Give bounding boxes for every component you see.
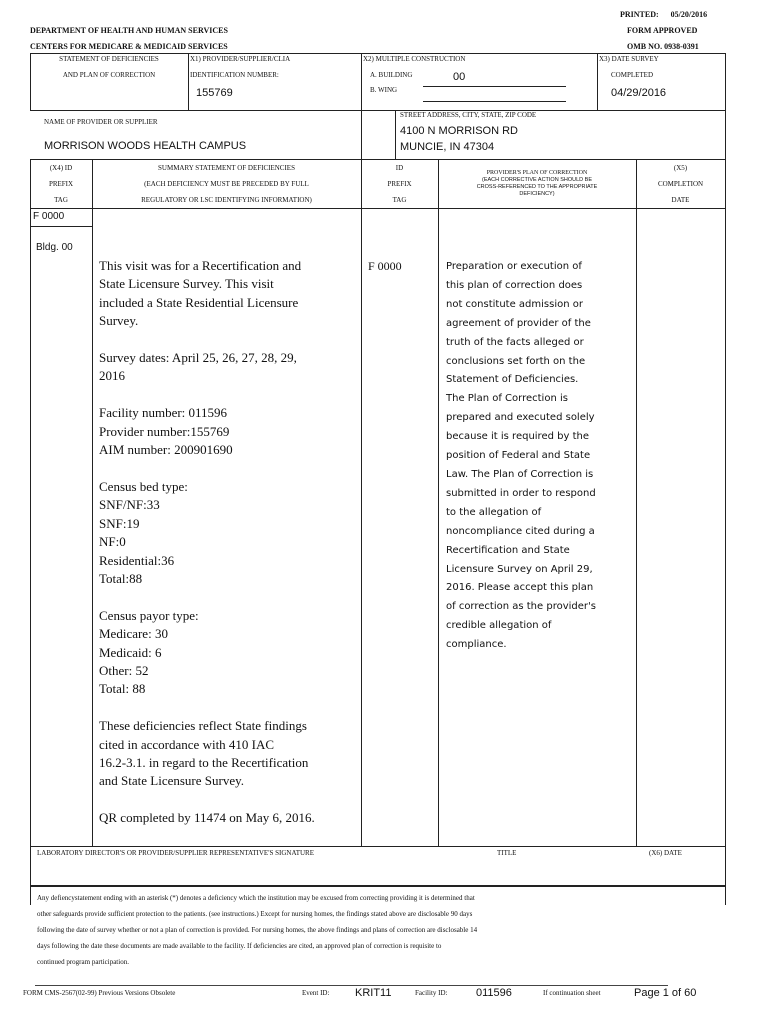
x1-label-1: X1) PROVIDER/SUPPLIER/CLIA bbox=[190, 55, 291, 63]
right-tag: F 0000 bbox=[368, 259, 402, 273]
cms-title: CENTERS FOR MEDICARE & MEDICAID SERVICES bbox=[30, 42, 228, 51]
x1-label-2: IDENTIFICATION NUMBER: bbox=[190, 71, 279, 79]
building-value: 00 bbox=[453, 71, 466, 83]
poc-header-3: CROSS-REFERENCED TO THE APPROPRIATE bbox=[476, 184, 598, 190]
x4-prefix-header: PREFIX bbox=[48, 180, 74, 188]
statement-label-2: AND PLAN OF CORRECTION bbox=[62, 71, 156, 79]
x2-label: X2) MULTIPLE CONSTRUCTION bbox=[363, 55, 466, 63]
x5-header-2: COMPLETION bbox=[657, 180, 704, 188]
continuation-label: If continuation sheet bbox=[543, 989, 601, 997]
x3-label-1: X3) DATE SURVEY bbox=[599, 55, 659, 63]
facility-id-value: 011596 bbox=[476, 987, 512, 999]
omb-number: OMB NO. 0938-0391 bbox=[627, 42, 699, 51]
title-label: TITLE bbox=[497, 849, 517, 857]
footnote-line-5: continued program participation. bbox=[37, 958, 129, 966]
x3-label-2: COMPLETED bbox=[611, 71, 653, 79]
address-label: STREET ADDRESS, CITY, STATE, ZIP CODE bbox=[400, 111, 537, 119]
x5-header-3: DATE bbox=[671, 196, 690, 204]
form-approved: FORM APPROVED bbox=[627, 26, 698, 35]
facility-id-label: Facility ID: bbox=[415, 989, 448, 997]
event-id-value: KRIT11 bbox=[355, 987, 392, 999]
address-line-2: MUNCIE, IN 47304 bbox=[400, 141, 495, 153]
x4-tag-header: TAG bbox=[54, 196, 68, 204]
summary-header-3: REGULATORY OR LSC IDENTIFYING INFORMATION) bbox=[141, 196, 312, 204]
statement-label-1: STATEMENT OF DEFICIENCIES bbox=[59, 55, 159, 63]
printed-label: PRINTED: bbox=[620, 10, 659, 19]
footnote-line-3: following the date of survey whether or not a plan of correction is provided. For nursing homes, the above findings and plans of correction are disclosable 14 bbox=[37, 926, 478, 934]
event-id-label: Event ID: bbox=[302, 989, 330, 997]
printed-date: 05/20/2016 bbox=[670, 10, 708, 19]
x4-id-header: (X4) ID bbox=[49, 164, 73, 172]
poc-header-2: (EACH CORRECTIVE ACTION SHOULD BE bbox=[481, 177, 593, 183]
id-header: ID bbox=[395, 164, 404, 172]
plan-of-correction: Preparation or execution of this plan of correction does not constitute admission or agreement of provider of the truth of the facts alleged or conclusions set forth on the Statement of Deficiencies. The Plan of Correction is prepared and executed solely because it is required by the position of Federal and State Law. The Plan of Correction is submitted in order to respond to the allegation of noncompliance cited during a Recertification and State Licensure Survey on April 29, 2016. Please accept this plan of correction as the provider's credible allegation of compliance. bbox=[446, 261, 596, 651]
wing-label: B. WING bbox=[370, 86, 398, 94]
signature-label: LABORATORY DIRECTOR'S OR PROVIDER/SUPPLIER REPRESENTATIVE'S SIGNATURE bbox=[37, 849, 315, 857]
id-prefix-header: PREFIX bbox=[387, 180, 412, 188]
poc-header-1: PROVIDER'S PLAN OF CORRECTION bbox=[486, 170, 588, 176]
date-label: (X6) DATE bbox=[649, 849, 682, 857]
summary-statement: This visit was for a Recertification and State Licensure Survey. This visit included a State Residential Licensure Survey. Survey dates: April 25, 26, 27, 28, 29, 2016 Facility number: 011596 Provider number:155769 AIM number: 200901690 Census bed type: SNF/NF:33 SNF:19 NF:0 Residential:36 Total:88 Census payor type: Medicare: 30 Medicaid: 6 Other: 52 Total: 88 These deficiencies reflect State findings cited in accordance with 410 IAC 16.2-3.1. in regard to the Recertification and State Licensure Survey. QR completed by 11474 on May 6, 2016. bbox=[99, 258, 315, 826]
department-title: DEPARTMENT OF HEALTH AND HUMAN SERVICES bbox=[30, 26, 228, 35]
summary-header-2: (EACH DEFICIENCY MUST BE PRECEDED BY FULL bbox=[144, 180, 309, 188]
footnote-line-1: Any defiencystatement ending with an asterisk (*) denotes a deficiency which the institution may be excused from correcting providing it is determined that bbox=[37, 894, 475, 902]
footnote-line-2: other safeguards provide sufficient protection to the patients. (see instructions.) Except for nursing homes, the findings stated above are disclosable 90 days bbox=[37, 910, 473, 918]
x5-header-1: (X5) bbox=[673, 164, 688, 172]
summary-header-1: SUMMARY STATEMENT OF DEFICIENCIES bbox=[158, 164, 295, 172]
building-tag: Bldg. 00 bbox=[36, 242, 73, 253]
provider-name: MORRISON WOODS HEALTH CAMPUS bbox=[44, 140, 247, 152]
poc-header-4: DEFICIENCY) bbox=[519, 191, 555, 197]
survey-completed-date: 04/29/2016 bbox=[611, 87, 667, 99]
page-number: Page 1 of 60 bbox=[634, 987, 697, 999]
form-id: FORM CMS-2567(02-99) Previous Versions Obsolete bbox=[23, 989, 176, 997]
footnote-line-4: days following the date these documents are made available to the facility. If deficiencies are cited, an approved plan of correction is requisite to bbox=[37, 942, 442, 950]
provider-name-label: NAME OF PROVIDER OR SUPPLIER bbox=[44, 118, 158, 126]
address-line-1: 4100 N MORRISON RD bbox=[400, 125, 518, 137]
building-label: A. BUILDING bbox=[370, 71, 413, 79]
id-tag-header: TAG bbox=[392, 196, 407, 204]
provider-id-value: 155769 bbox=[196, 87, 233, 99]
left-tag: F 0000 bbox=[33, 211, 65, 222]
